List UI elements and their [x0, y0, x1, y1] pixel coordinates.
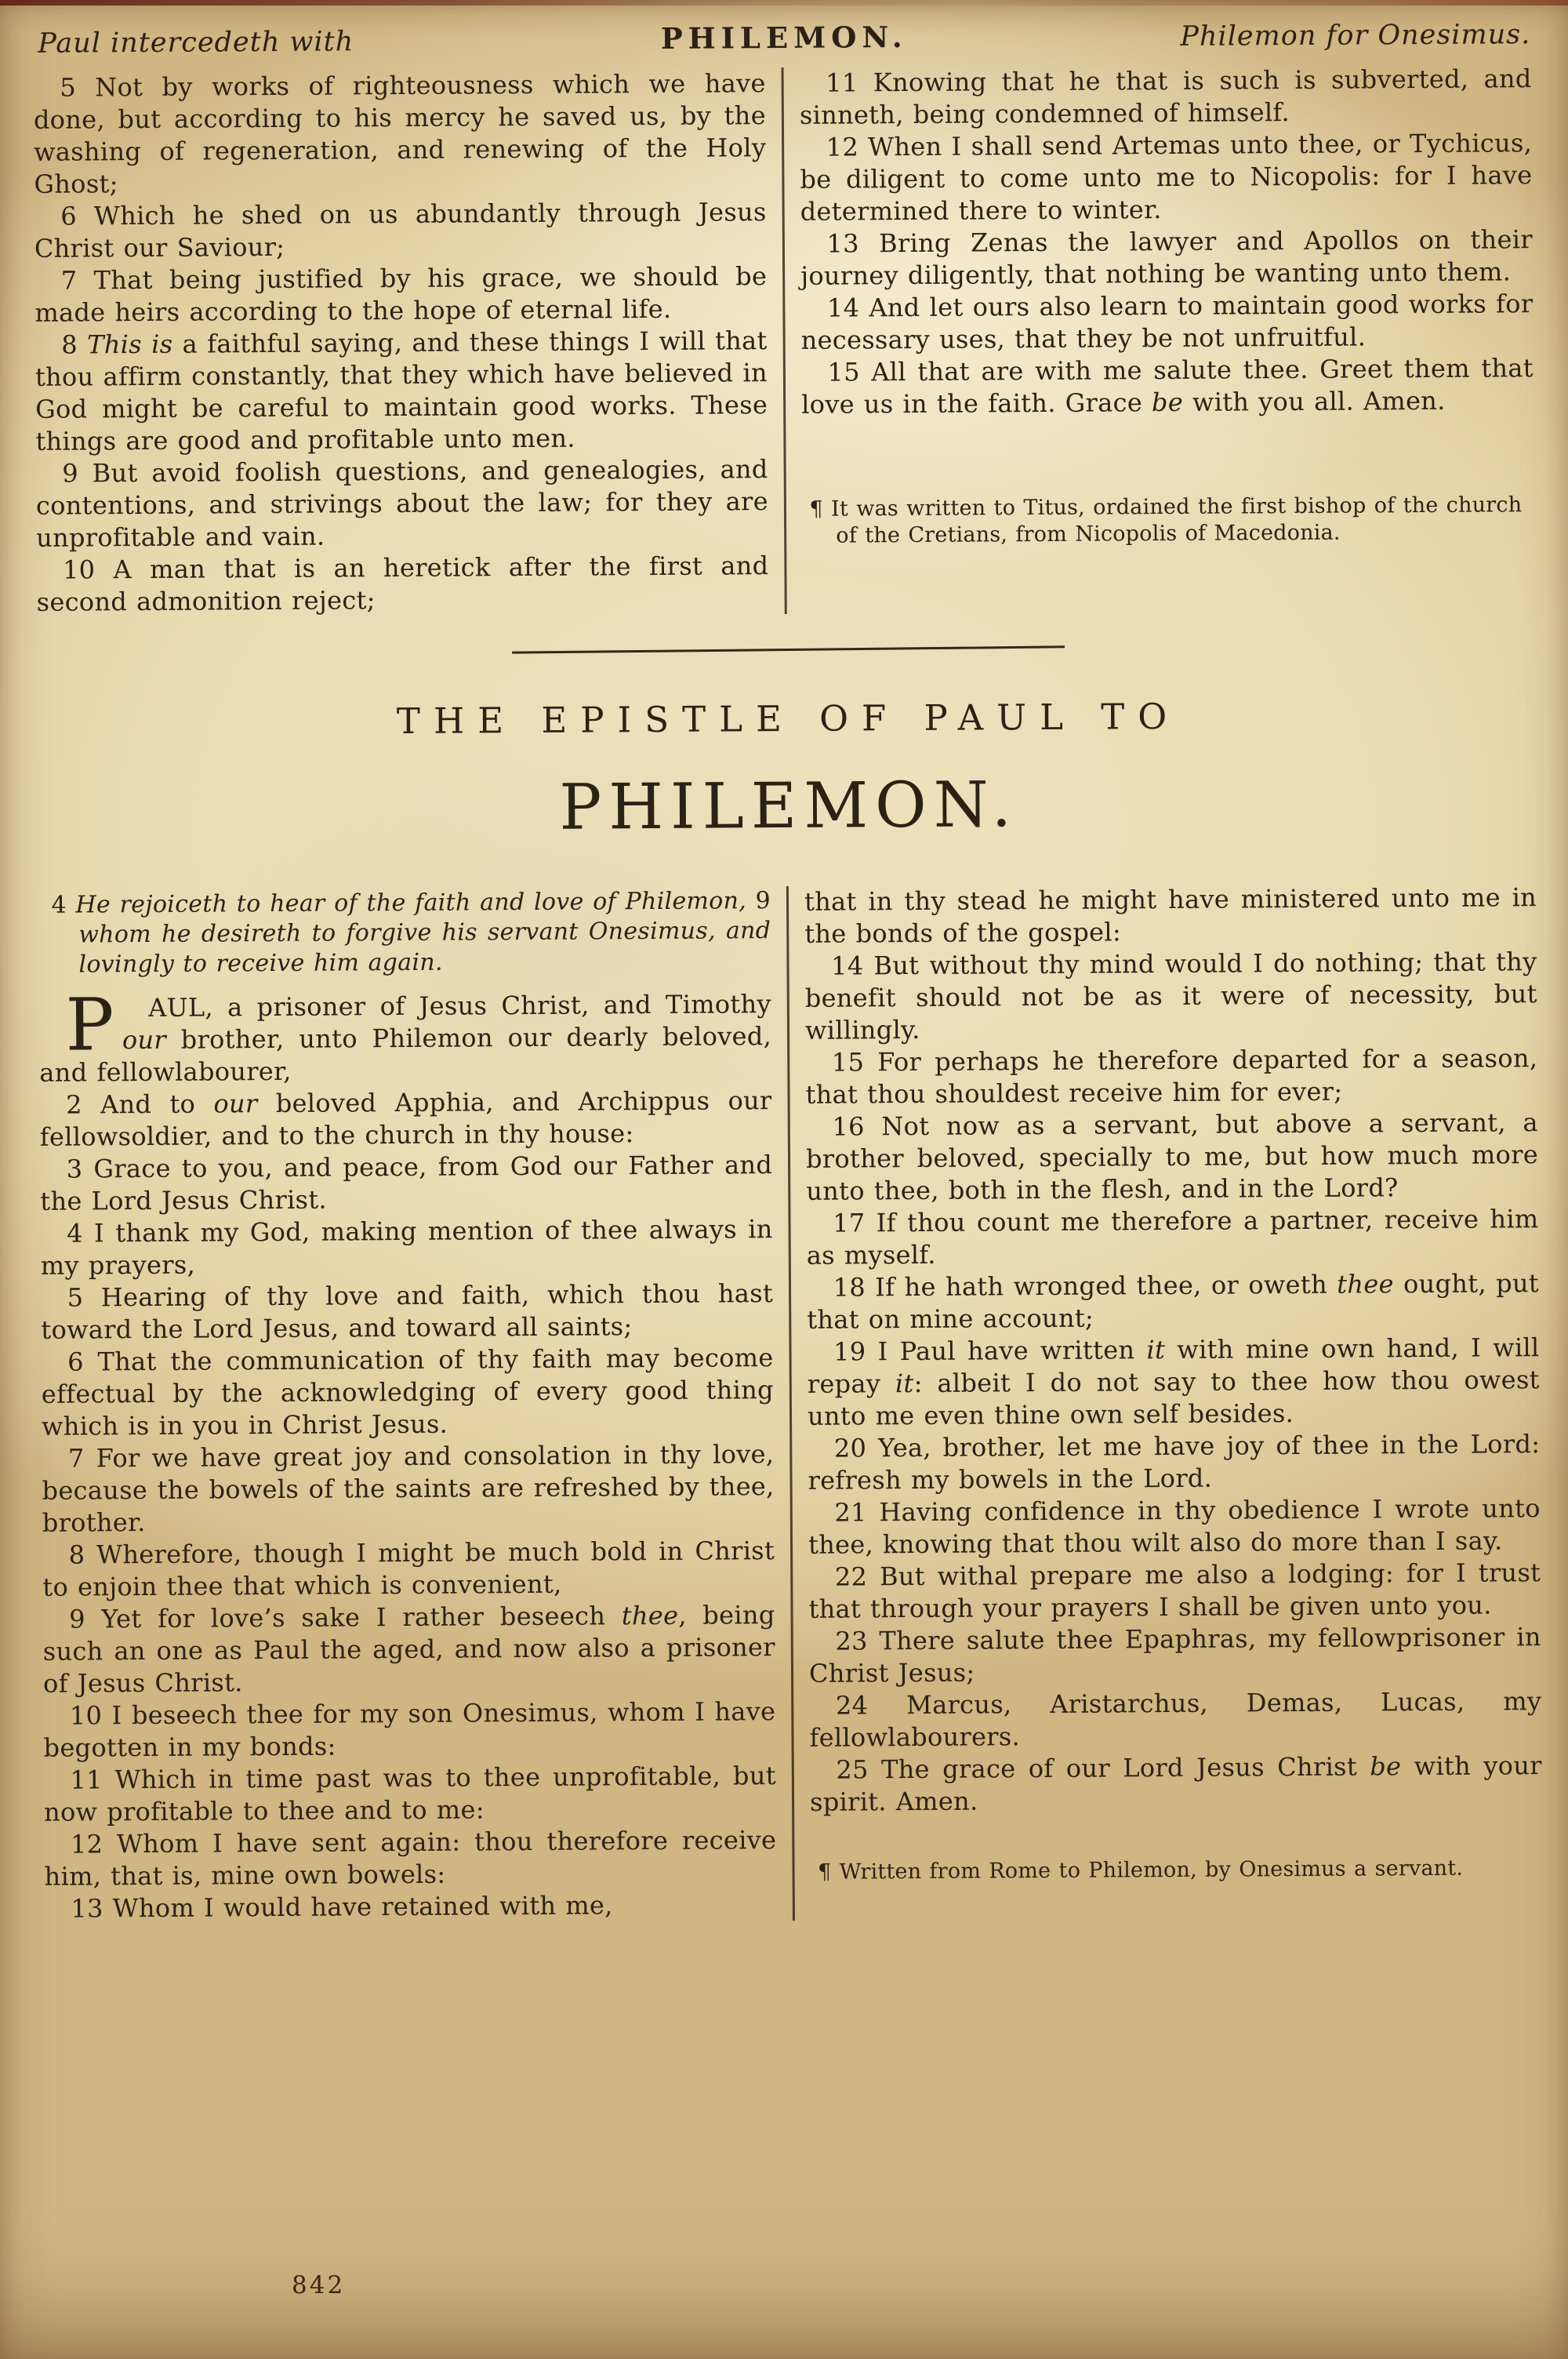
verse: 15 For perhaps he therefore departed for a season, that thou shouldest receive him for ever;	[805, 1043, 1538, 1110]
verse: 11 Knowing that he that is such is subverted, and sinneth, being condemned of himself.	[799, 64, 1532, 130]
titus-right-column	[784, 63, 1535, 614]
verse: 14 And let ours also learn to maintain good works for necessary uses, that they be not unfruitful.	[800, 289, 1534, 355]
verse: 14 But without thy mind would I do nothing; that thy benefit should not be as it were of necessity, but willingly.	[804, 947, 1537, 1045]
verse: 10 I beseech thee for my son Onesimus, whom I have begotten in my bonds:	[43, 1696, 776, 1763]
drop-cap-letter: P	[65, 983, 115, 1067]
verse: 23 There salute thee Epaphras, my fellowprisoner in Christ Jesus;	[808, 1622, 1541, 1688]
verse: 16 Not now as a servant, but above a servant, a brother beloved, specially to me, but how much more unto thee, both in the flesh, and in the Lord?	[805, 1107, 1539, 1206]
epistle-title-line1: THE EPISTLE OF PAUL TO	[396, 695, 1181, 743]
philemon-section	[38, 881, 1547, 1925]
verse: 11 Which in time past was to thee unprofitable, but now profitable to thee and to me:	[43, 1761, 776, 1827]
philemon-right-column	[789, 881, 1543, 1921]
verse: 7 That being justified by his grace, we should be made heirs according to the hope of eternal life.	[34, 261, 768, 328]
titus-right-verses	[800, 63, 1534, 421]
verse: 20 Yea, brother, let me have joy of thee in the Lord: refresh my bowels in the Lord.	[808, 1429, 1541, 1496]
verse: 8 This is a faithful saying, and these things I will that thou affirm constantly, that they which have believed in God might be careful to maintain good works. These things are good and profitable unto men.	[34, 325, 768, 456]
philemon-left-column	[38, 886, 793, 1925]
epistle-title-line2: PHILEMON.	[559, 768, 1019, 844]
running-head	[33, 16, 1535, 64]
running-head-left: Paul intercedeth with	[38, 26, 354, 60]
titus-subscription-note: ¶ It was written to Titus, ordained the first bishop of the church of the Cretians, from Nicopolis of Macedonia.	[809, 493, 1523, 548]
verse: 7 For we have great joy and consolation in thy love, because the bowels of the saints are refreshed by thee, brother.	[42, 1439, 775, 1538]
verse: 25 The grace of our Lord Jesus Christ be with your spirit. Amen.	[809, 1750, 1542, 1817]
verse: P AUL, a prisoner of Jesus Christ, and Timothy our brother, unto Philemon our dearly beloved, and fellowlabourer,	[39, 983, 772, 1088]
verse: 3 Grace to you, and peace, from God our Father and the Lord Jesus Christ.	[40, 1150, 773, 1216]
verse: that in thy stead he might have ministered unto me in the bonds of the gospel:	[804, 882, 1537, 949]
verse: 19 I Paul have written it with mine own hand, I will repay it: albeit I do not say to thee how thou owest unto me even thine own self besides.	[807, 1332, 1540, 1431]
verse: 12 When I shall send Artemas unto thee, or Tychicus, be diligent to come unto me to Nicopolis: for I have determined there to winter.	[800, 128, 1533, 227]
verse: 4 I thank my God, making mention of thee always in my prayers,	[40, 1214, 773, 1281]
titus-left-column	[34, 67, 785, 619]
verse: 17 If thou count me therefore a partner, receive him as myself.	[806, 1204, 1539, 1270]
titus-section	[34, 63, 1539, 619]
philemon-right-verses	[804, 881, 1542, 1819]
verse: 15 All that are with me salute thee. Greet them that love us in the faith. Grace be with you all. Amen.	[801, 353, 1534, 420]
verse: 13 Bring Zenas the lawyer and Apollos on their journey diligently, that nothing be wanting unto them.	[800, 224, 1533, 291]
verse: 9 But avoid foolish questions, and genealogies, and contentions, and strivings about the law; for they are unprofitable and vain.	[35, 454, 769, 553]
section-divider-rule	[512, 645, 1065, 653]
verse: 13 Whom I would have retained with me,	[71, 1890, 613, 1924]
verse: 5 Hearing of thy love and faith, which thou hast toward the Lord Jesus, and toward all saints;	[41, 1278, 774, 1345]
philemon-subscription-note: ¶ Written from Rome to Philemon, by Onesimus a servant.	[817, 1856, 1464, 1885]
verse: 12 Whom I have sent again: thou therefore receive him, that is, mine own bowels:	[44, 1825, 777, 1892]
verse: 22 But withal prepare me also a lodging: for I trust that through your prayers I shall be given unto you.	[808, 1558, 1541, 1624]
running-head-right: Philemon for Onesimus.	[1180, 19, 1531, 53]
verse: 5 Not by works of righteousness which we have done, but according to his mercy he saved us, by the washing of regeneration, and renewing of the Holy Ghost;	[33, 68, 767, 199]
verse: 8 Wherefore, though I might be much bold in Christ to enjoin thee that which is convenient,	[42, 1536, 775, 1602]
verse: 6 That the communication of thy faith may become effectual by the acknowledging of every good thing which is in you in Christ Jesus.	[41, 1343, 774, 1441]
verse: 21 Having confidence in thy obedience I wrote unto thee, knowing that thou wilt also do more than I say.	[808, 1493, 1541, 1560]
verse: 9 Yet for love’s sake I rather beseech thee, being such an one as Paul the aged, and now also a prisoner of Jesus Christ.	[42, 1600, 775, 1699]
verse: 10 A man that is an heretick after the first and second admonition reject;	[36, 551, 769, 617]
page-number: 842	[292, 2271, 346, 2299]
verse: 2 And to our beloved Apphia, and Archippus our fellowsoldier, and to the church in thy house:	[39, 1085, 772, 1152]
verse: 24 Marcus, Aristarchus, Demas, Lucas, my fellowlabourers.	[809, 1686, 1542, 1753]
verse: 6 Which he shed on us abundantly through Jesus Christ our Saviour;	[34, 197, 767, 264]
running-head-center: PHILEMON.	[660, 20, 908, 56]
chapter-argument: 4 He rejoiceth to hear of the faith and love of Philemon, 9 whom he desireth to forgive his servant Onesimus, and lovingly to receive him again.	[51, 887, 771, 979]
verse: 18 If he hath wronged thee, or oweth thee ought, put that on mine account;	[807, 1268, 1540, 1335]
